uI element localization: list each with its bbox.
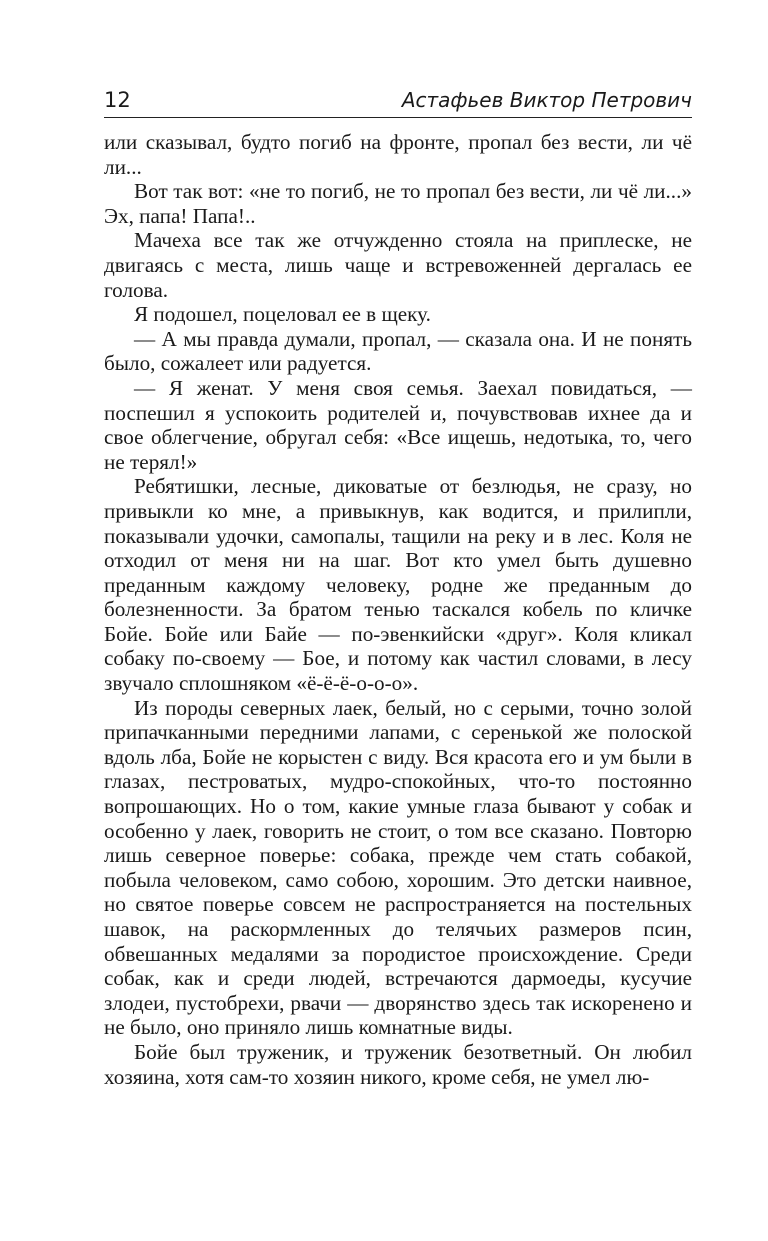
paragraph: — Я женат. У меня своя семья. Заехал повидаться, — поспешил я успокоить родителей и, почувствовав ихнее да и свое облегчение, обругал себя: «Все ищешь, недотыка, то, чего не терял!» [104, 375, 692, 474]
paragraph: Из породы северных лаек, белый, но с серыми, точно золой припачканными передними лапами, с серенькой же полоской вдоль лба, Бойе не корыстен с виду. Вся красота его и ум были в глазах, пестроватых, мудро-спокойных, что-то постоянно вопрошающих. Но о том, какие умные глаза бывают у собак и особенно у лаек, говорить не стоит, о том все сказано. Повторю лишь северное поверье: собака, прежде чем стать собакой, побыла человеком, само собою, хорошим. Это детски наивное, но святое поверье совсем не распространяется на постельных шавок, на раскормленных до телячьих размеров псин, обвешанных медалями за породистое происхождение. Среди собак, как и среди людей, встречаются дармоеды, кусучие злодеи, пустобрехи, рвачи — дворянство здесь так искоренено и не было, оно приняло лишь комнатные виды. [104, 695, 692, 1040]
paragraph: или сказывал, будто погиб на фронте, пропал без вести, ли чё ли... [104, 130, 692, 179]
paragraph: Ребятишки, лесные, диковатые от безлюдья, не сразу, но привыкли ко мне, а привыкнув, как водится, и прилипли, показывали удочки, самопалы, тащили на реку и в лес. Коля не отходил от меня ни на шаг. Вот кто умел быть душевно преданным каждому человеку, родне же преданным до болезненности. За братом тенью таскался кобель по кличке Бойе. Бойе или Байе — по-эвенкийски «друг». Коля кликал собаку по-своему — Бое, и потому как частил словами, в лесу звучало сплошняком «ё-ё-ё-о-о-о». [104, 474, 692, 696]
page-number: 12 [104, 88, 131, 112]
paragraph: Мачеха все так же отчужденно стояла на приплеске, не двигаясь с места, лишь чаще и встревоженней дергалась ее голова. [104, 228, 692, 302]
paragraph: Я подошел, поцеловал ее в щеку. [134, 302, 431, 327]
paragraph: — А мы правда думали, пропал, — сказала она. И не понять было, сожалеет или радуется. [104, 326, 692, 376]
paragraph: Вот так вот: «не то погиб, не то пропал без вести, ли чё ли...» Эх, папа! Папа!.. [104, 179, 692, 228]
running-head: Астафьев Виктор Петрович [401, 88, 692, 112]
paragraph: Бойе был труженик, и труженик безответный. Он любил хозяина, хотя сам-то хозяин никого, кроме себя, не умел лю- [104, 1039, 692, 1089]
page-header [104, 88, 692, 118]
body-text [104, 130, 692, 1089]
book-page [104, 88, 692, 1089]
